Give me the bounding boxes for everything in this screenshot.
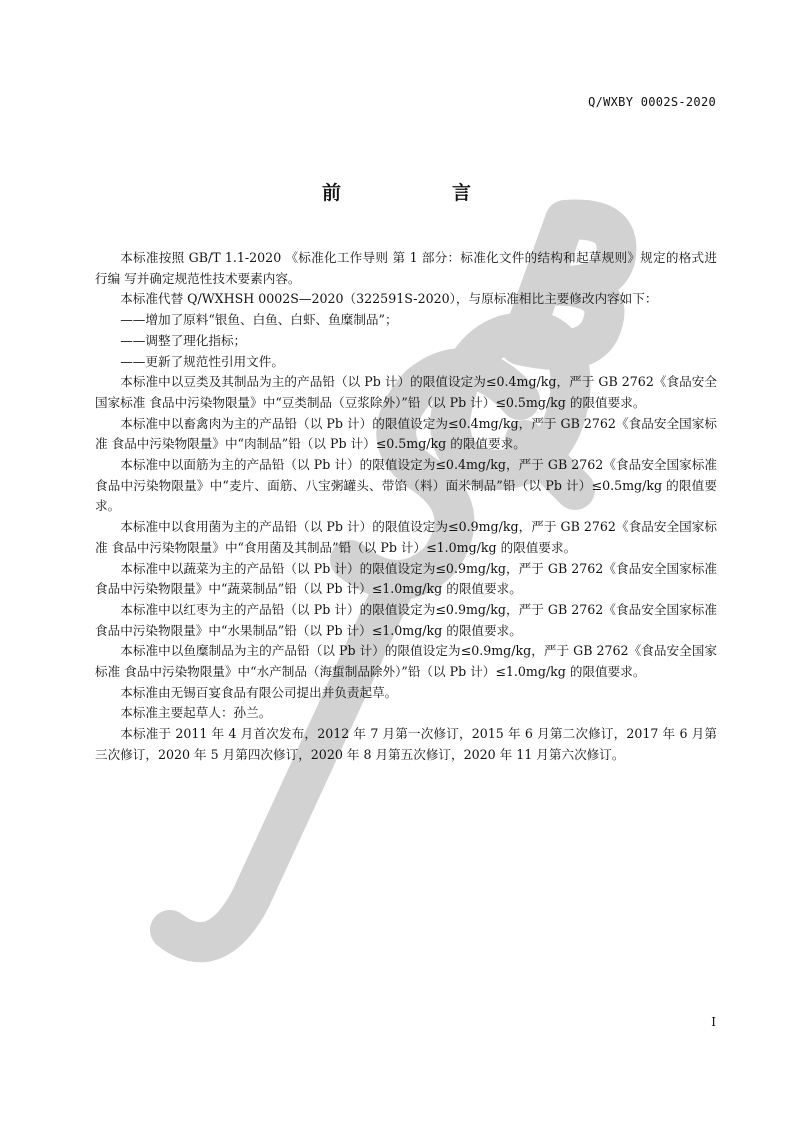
list-item: ——增加了原料“银鱼、白鱼、白虾、鱼糜制品”； [120,312,398,328]
page-title: 前 言 [321,182,517,204]
standard-code: Q/WXBY 0002S-2020 [588,95,716,109]
list-item: ——更新了规范性引用文件。 [120,353,284,369]
paragraph: 本标准由无锡百宴食品有限公司提出并负责起草。 [120,684,398,700]
paragraph: 本标准中以蔬菜为主的产品铅（以 Pb 计）的限值设定为≤0.9mg/kg，严于 GB 2762《食品安全国家标准 食品中污染物限量》中“蔬菜制品”铅（以 Pb 计）≤1.0mg/kg 的限值要求。 [95,560,717,597]
paragraph: 本标准中以畜禽肉为主的产品铅（以 Pb 计）的限值设定为≤0.4mg/kg，严于 GB 2762《食品安全国家标准 食品中污染物限量》中“肉制品”铅（以 Pb 计）≤0.5mg/kg 的限值要求。 [95,415,717,452]
paragraph: 本标准中以红枣为主的产品铅（以 Pb 计）的限值设定为≤0.9mg/kg，严于 GB 2762《食品安全国家标准 食品中污染物限量》中“水果制品”铅（以 Pb 计）≤1.0mg/kg 的限值要求。 [95,601,717,638]
foreword-body [95,248,717,766]
paragraph: 本标准按照 GB/T 1.1-2020 《标准化工作导则 第 1 部分：标准化文件的结构和起草规则》规定的格式进行编 写并确定规范性技术要素内容。 [95,250,717,286]
list-item: ——调整了理化指标； [120,332,247,348]
paragraph: 本标准主要起草人：孙兰。 [120,705,272,721]
paragraph: 本标准代替 Q/WXHSH 0002S—2020（322591S-2020），与原标准相比主要修改内容如下： [120,291,658,307]
paragraph: 本标准中以豆类及其制品为主的产品铅（以 Pb 计）的限值设定为≤0.4mg/kg，严于 GB 2762《食品安全国家标准 食品中污染物限量》中“豆类制品（豆浆除外）”铅（以 Pb 计）≤0.5mg/kg 的限值要求。 [95,374,717,410]
page-number: I [711,1015,716,1029]
paragraph: 本标准中以面筋为主的产品铅（以 Pb 计）的限值设定为≤0.4mg/kg，严于 GB 2762《食品安全国家标准 食品中污染物限量》中“麦片、面筋、八宝粥罐头、带馅（料）面米制品”铅（以 Pb 计）≤0.5mg/kg 的限值要求。 [95,457,717,514]
paragraph: 本标准中以食用菌为主的产品铅（以 Pb 计）的限值设定为≤0.9mg/kg，严于 GB 2762《食品安全国家标准 食品中污染物限量》中“食用菌及其制品”铅（以 Pb 计）≤1.0mg/kg 的限值要求。 [95,519,717,555]
paragraph: 本标准于 2011 年 4 月首次发布，2012 年 7 月第一次修订，2015 年 6 月第二次修订，2017 年 6 月第三次修订，2020 年 5 月第四次修订，2020 年 8 月第五次修订，2020 年 11 月第六次修订。 [95,726,717,762]
paragraph: 本标准中以鱼糜制品为主的产品铅（以 Pb 计）的限值设定为≤0.9mg/kg，严于 GB 2762《食品安全国家标准 食品中污染物限量》中“水产制品（海蜇制品除外）”铅（以 Pb 计）≤1.0mg/kg 的限值要求。 [95,643,717,680]
